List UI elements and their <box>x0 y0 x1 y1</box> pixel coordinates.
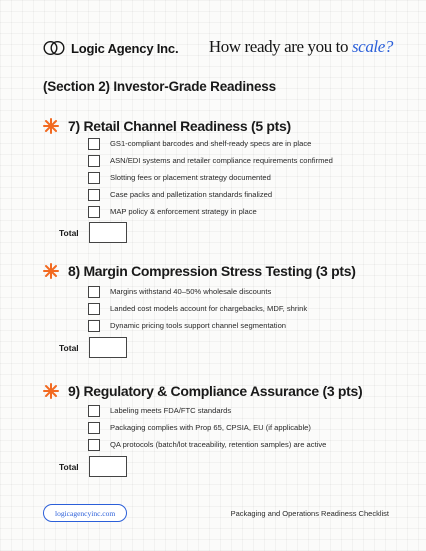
total-input[interactable] <box>89 337 127 358</box>
total-retail <box>59 222 127 243</box>
item-label: Packaging complies with Prop 65, CPSIA, EU (if applicable) <box>110 423 311 432</box>
checkbox[interactable] <box>88 189 100 201</box>
total-margin <box>59 337 127 358</box>
checklist-item <box>88 152 333 169</box>
brand-logo <box>43 40 178 56</box>
double-ring-logo-icon <box>43 40 65 56</box>
checkbox[interactable] <box>88 155 100 167</box>
checklist-item <box>88 169 333 186</box>
item-label: QA protocols (batch/lot traceability, retention samples) are active <box>110 440 327 449</box>
website-link[interactable]: logicagencyinc.com <box>43 504 127 522</box>
checkbox[interactable] <box>88 303 100 315</box>
tagline-accent: scale? <box>351 37 393 56</box>
checklist-item <box>88 203 333 220</box>
section-title: (Section 2) Investor-Grade Readiness <box>43 79 276 94</box>
checkbox[interactable] <box>88 138 100 150</box>
brand-name: Logic Agency Inc. <box>71 40 179 56</box>
item-label: Labeling meets FDA/FTC standards <box>110 406 232 415</box>
footer-caption: Packaging and Operations Readiness Checklist <box>230 509 389 518</box>
item-label: GS1-compliant barcodes and shelf-ready specs are in place <box>110 139 312 148</box>
item-label: MAP policy & enforcement strategy in place <box>110 207 257 216</box>
item-label: ASN/EDI systems and retailer compliance requirements confirmed <box>110 156 333 165</box>
checkbox[interactable] <box>88 172 100 184</box>
block-retail-heading <box>43 118 291 134</box>
orange-asterisk-icon <box>43 263 59 279</box>
checklist-item <box>88 283 307 300</box>
item-label: Case packs and palletization standards finalized <box>110 190 273 199</box>
orange-asterisk-icon <box>43 383 59 399</box>
item-label: Margins withstand 40–50% wholesale discounts <box>110 287 272 296</box>
checklist-regulatory <box>88 402 326 453</box>
checkbox[interactable] <box>88 439 100 451</box>
item-label: Dynamic pricing tools support channel segmentation <box>110 321 287 330</box>
checklist-item <box>88 317 307 334</box>
block-title: 8) Margin Compression Stress Testing (3 pts) <box>68 263 356 279</box>
checklist-margin <box>88 283 307 334</box>
checkbox[interactable] <box>88 320 100 332</box>
total-input[interactable] <box>89 222 127 243</box>
total-regulatory <box>59 456 127 477</box>
checklist-item <box>88 419 326 436</box>
tagline <box>209 37 393 57</box>
item-label: Slotting fees or placement strategy documented <box>110 173 271 182</box>
total-label: Total <box>59 342 79 353</box>
block-title: 9) Regulatory & Compliance Assurance (3 pts) <box>68 383 363 399</box>
checkbox[interactable] <box>88 422 100 434</box>
checkbox[interactable] <box>88 286 100 298</box>
checklist-item <box>88 436 326 453</box>
orange-asterisk-icon <box>43 118 59 134</box>
checklist-item <box>88 300 307 317</box>
checkbox[interactable] <box>88 405 100 417</box>
block-title: 7) Retail Channel Readiness (5 pts) <box>68 118 291 134</box>
total-label: Total <box>59 227 79 238</box>
block-regulatory-heading <box>43 383 362 399</box>
checklist-item <box>88 135 333 152</box>
page-header <box>43 37 393 60</box>
total-label: Total <box>59 461 79 472</box>
tagline-main: How ready are you to <box>208 37 352 56</box>
total-input[interactable] <box>89 456 127 477</box>
checklist-item <box>88 186 333 203</box>
checklist-item <box>88 402 326 419</box>
block-margin-heading <box>43 263 356 279</box>
checklist-retail <box>88 135 333 220</box>
checkbox[interactable] <box>88 206 100 218</box>
item-label: Landed cost models account for chargebacks, MDF, shrink <box>110 304 308 313</box>
